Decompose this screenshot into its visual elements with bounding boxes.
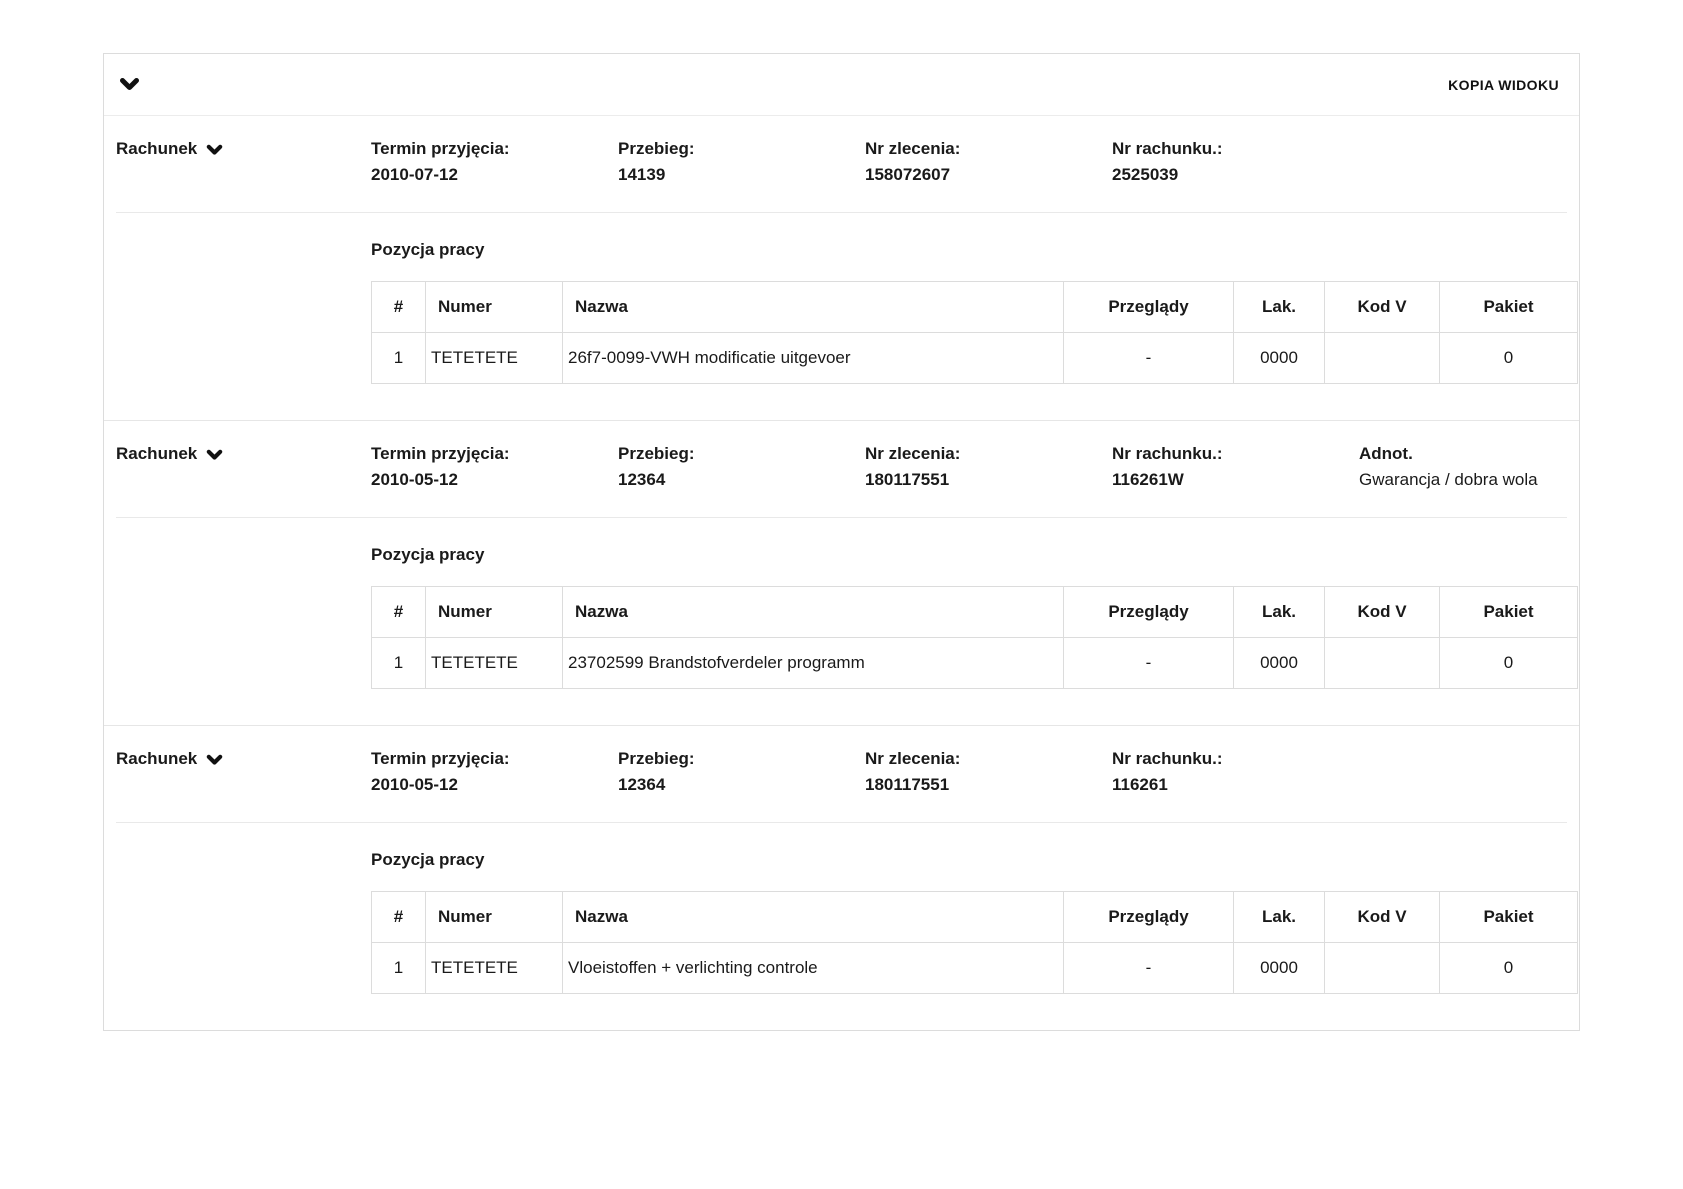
column-header: Lak. [1234,892,1325,943]
table-header-row [372,282,1578,333]
record-body [371,240,1578,420]
field-value: 2525039 [1112,165,1179,184]
field-value: 2010-07-12 [371,165,458,184]
table-cell: 0000 [1234,333,1325,384]
field-label: Termin przyjęcia: [371,139,510,158]
column-header: Przeglądy [1064,282,1234,333]
pozycja-pracy-title: Pozycja pracy [371,240,485,259]
table-cell: TETETETE [426,638,563,689]
field-value: 12364 [618,470,666,489]
pozycja-pracy-table [371,891,1578,994]
table-cell: 1 [372,943,426,994]
rachunek-toggle[interactable] [116,749,371,769]
column-header: Numer [426,587,563,638]
table-cell [1325,638,1440,689]
column-header: Przeglądy [1064,892,1234,943]
field-label: Przebieg: [618,139,695,158]
table-row [372,333,1578,384]
rachunek-label: Rachunek [116,444,198,463]
table-header-row [372,892,1578,943]
field-value: 116261 [1112,775,1168,794]
record-header [104,726,1579,822]
record-field [371,139,618,185]
column-header: Nazwa [563,892,1064,943]
record-body [371,850,1578,1030]
column-header: Lak. [1234,587,1325,638]
rachunek-record [104,116,1579,420]
document-container [103,53,1580,1031]
field-value: 180117551 [865,470,950,489]
field-label: Nr rachunku.: [1112,139,1223,158]
column-header: Kod V [1325,892,1440,943]
chevron-down-icon[interactable] [206,142,223,156]
records-list [104,116,1579,1030]
rachunek-toggle[interactable] [116,139,371,159]
table-row [372,943,1578,994]
record-header [104,116,1579,212]
record-field [865,749,1112,795]
field-value: 2010-05-12 [371,775,458,794]
column-header: Lak. [1234,282,1325,333]
record-field [371,749,618,795]
field-label: Nr rachunku.: [1112,749,1223,768]
topbar [104,54,1579,116]
column-header: Pakiet [1440,892,1578,943]
table-cell: 1 [372,638,426,689]
record-field [865,444,1112,490]
column-header: Nazwa [563,587,1064,638]
column-header: Pakiet [1440,282,1578,333]
column-header: Nazwa [563,282,1064,333]
record-field [1112,139,1359,185]
record-divider [116,212,1567,213]
kopia-widoku-label: KOPIA WIDOKU [1448,76,1559,93]
field-value: 180117551 [865,775,950,794]
rachunek-toggle[interactable] [116,444,371,464]
record-field [1359,444,1567,490]
field-label: Przebieg: [618,444,695,463]
record-divider [116,822,1567,823]
table-cell: 0000 [1234,638,1325,689]
table-cell: 1 [372,333,426,384]
rachunek-label: Rachunek [116,749,198,768]
pozycja-pracy-title: Pozycja pracy [371,850,485,869]
field-label: Nr zlecenia: [865,444,961,463]
table-cell: - [1064,943,1234,994]
pozycja-pracy-table [371,281,1578,384]
column-header: Kod V [1325,282,1440,333]
field-label: Adnot. [1359,444,1413,463]
rachunek-label: Rachunek [116,139,198,158]
column-header: # [372,892,426,943]
record-field [618,749,865,795]
column-header: Przeglądy [1064,587,1234,638]
field-label: Nr zlecenia: [865,139,961,158]
column-header: Numer [426,892,563,943]
record-header [104,421,1579,517]
table-cell: 0 [1440,333,1578,384]
field-value: 2010-05-12 [371,470,458,489]
field-value: 158072607 [865,165,951,184]
record-field [371,444,618,490]
field-label: Przebieg: [618,749,695,768]
table-header-row [372,587,1578,638]
field-value: Gwarancja / dobra wola [1359,470,1538,489]
field-label: Termin przyjęcia: [371,749,510,768]
table-cell [1325,333,1440,384]
field-value: 14139 [618,165,666,184]
collapse-all-chevron-icon[interactable] [119,77,140,92]
table-cell: Vloeistoffen + verlichting controle [563,943,1064,994]
record-field [618,444,865,490]
field-value: 12364 [618,775,666,794]
column-header: Pakiet [1440,587,1578,638]
column-header: # [372,587,426,638]
table-cell: 0 [1440,638,1578,689]
table-cell: 0000 [1234,943,1325,994]
column-header: Kod V [1325,587,1440,638]
table-cell [1325,943,1440,994]
record-body [371,545,1578,725]
table-cell: 26f7-0099-VWH modificatie uitgevoer [563,333,1064,384]
field-label: Nr rachunku.: [1112,444,1223,463]
column-header: # [372,282,426,333]
rachunek-record [104,725,1579,1030]
rachunek-record [104,420,1579,725]
table-cell: 0 [1440,943,1578,994]
record-field [618,139,865,185]
table-cell: TETETETE [426,333,563,384]
record-field [1112,444,1359,490]
table-cell: TETETETE [426,943,563,994]
field-value: 116261W [1112,470,1184,489]
chevron-down-icon[interactable] [206,447,223,461]
table-cell: - [1064,638,1234,689]
record-divider [116,517,1567,518]
field-label: Nr zlecenia: [865,749,961,768]
pozycja-pracy-table [371,586,1578,689]
table-cell: - [1064,333,1234,384]
field-label: Termin przyjęcia: [371,444,510,463]
pozycja-pracy-title: Pozycja pracy [371,545,485,564]
record-field [1112,749,1359,795]
table-cell: 23702599 Brandstofverdeler programm [563,638,1064,689]
record-field [865,139,1112,185]
table-row [372,638,1578,689]
column-header: Numer [426,282,563,333]
chevron-down-icon[interactable] [206,752,223,766]
